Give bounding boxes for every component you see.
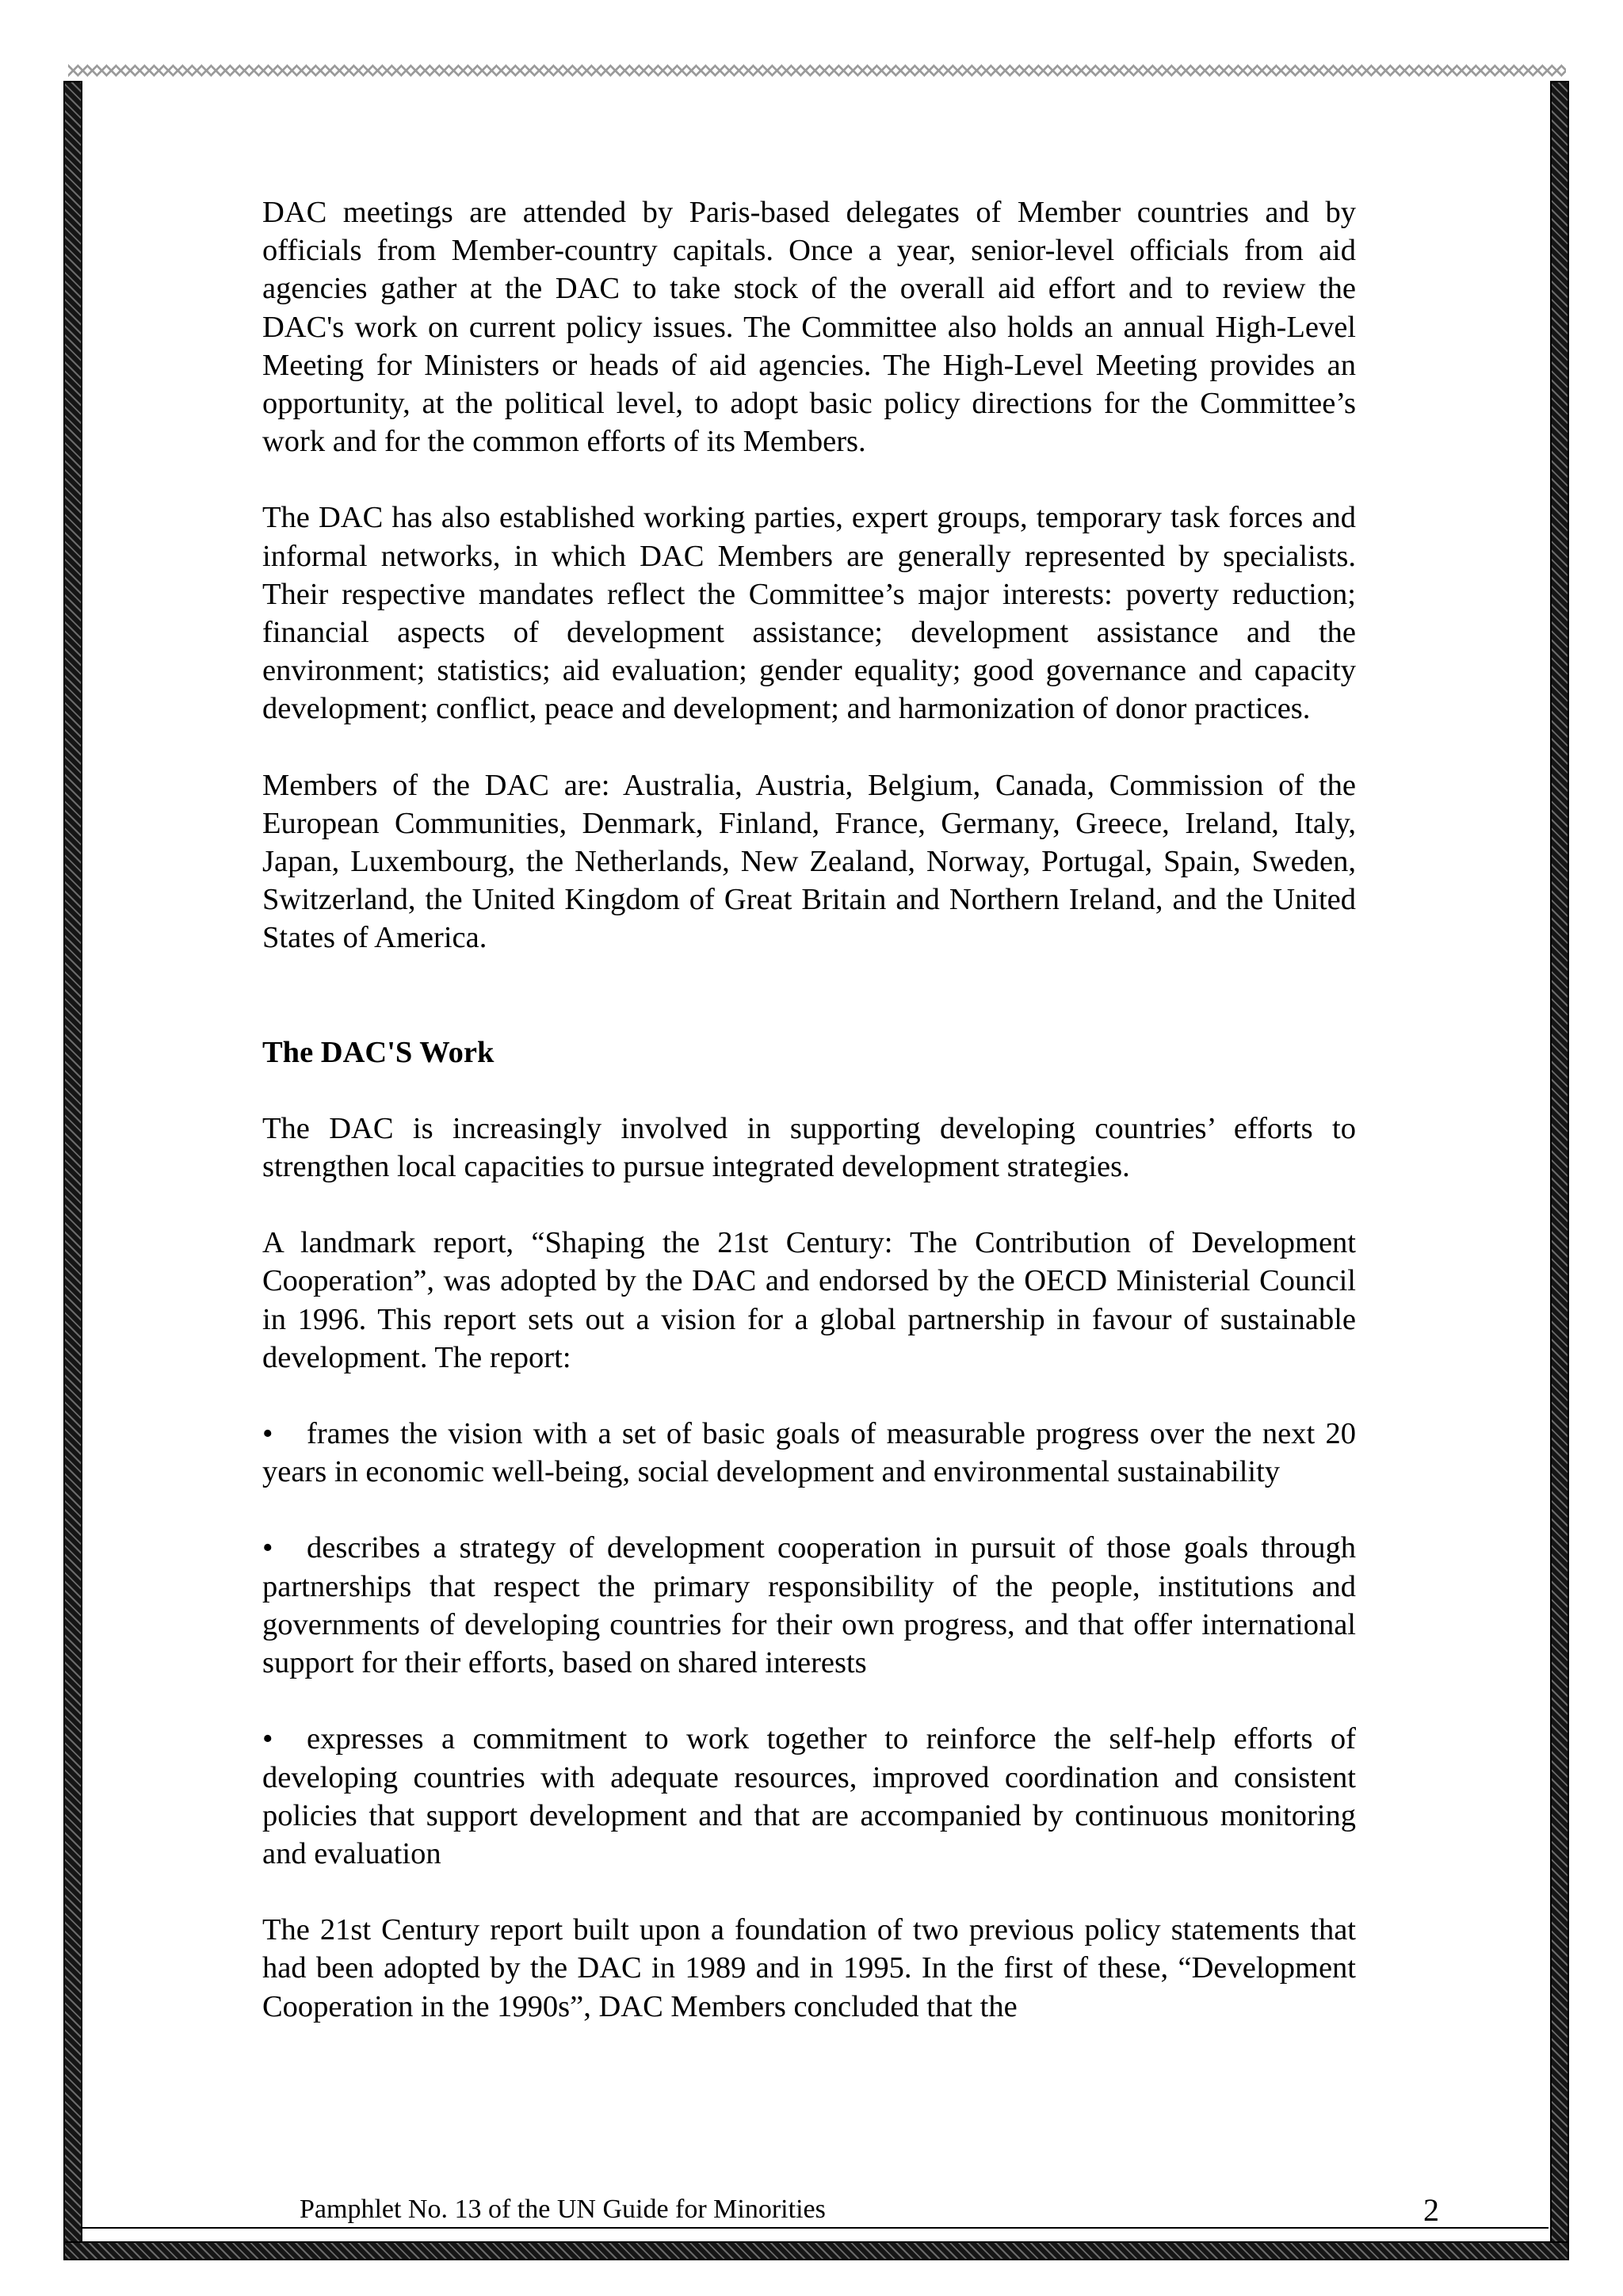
bullet-item [262,1415,1356,1491]
paragraph-landmark-report: A landmark report, “Shaping the 21st Century: The Contribution of Development Cooperation”, was adopted by the DAC and endorsed by the OECD Ministerial Council in 1996. This report sets out a vision for a global partnership in favour of sustainable development. The report: [262,1226,1356,1374]
bullet-text: expresses a commitment to work together to reinforce the self-help efforts of developing countries with adequate resources, improved coordination and consistent policies that support development and that are accompanied by continuous monitoring and evaluation [262,1722,1356,1870]
bullet-text: describes a strategy of development cooperation in pursuit of those goals through partnerships that respect the primary responsibility of the people, institutions and governments of developing countries for their own progress, and that offer international support for their efforts, based on shared interests [262,1531,1356,1680]
paragraph-dac-involvement: The DAC is increasingly involved in supporting developing countries’ efforts to strengthen local capacities to pursue integrated development strategies. [262,1111,1356,1184]
page-body [262,193,1356,2064]
top-border-decoration [68,62,1566,79]
bullet-icon: • [262,1722,273,1756]
paragraph-dac-meetings: DAC meetings are attended by Paris-based delegates of Member countries and by officials from Member-country capitals. Once a year, senior-level officials from aid agencies gather at the DAC to take stock of the overall aid effort and to review the DAC's work on current policy issues. The Committee also holds an annual High-Level Meeting for Ministers or heads of aid agencies. The High-Level Meeting provides an opportunity, at the political level, to adopt basic policy directions for the Committee’s work and for the common efforts of its Members. [262,196,1356,459]
left-border-decoration [63,81,82,2260]
footer-title: Pamphlet No. 13 of the UN Guide for Minorities [300,2195,826,2224]
paragraph-21st-century: The 21st Century report built upon a foundation of two previous policy statements that had been adopted by the DAC in 1989 and in 1995. In the first of these, “Development Cooperation in the 1990s”, DAC Members concluded that the [262,1913,1356,2023]
bullet-item [262,1720,1356,1873]
paragraph-working-parties: The DAC has also established working parties, expert groups, temporary task forces and informal networks, in which DAC Members are generally represented by specialists. Their respective mandates reflect the Committee’s major interests: poverty reduction; financial aspects of development assistance; development assistance and the environment; statistics; aid evaluation; gender equality; good governance and capacity development; conflict, peace and development; and harmonization of donor practices. [262,501,1356,726]
page-number: 2 [1423,2192,1439,2228]
paragraph-dac-members: Members of the DAC are: Australia, Austria, Belgium, Canada, Commission of the European Communities, Denmark, Finland, France, Germany, Greece, Ireland, Italy, Japan, Luxembourg, the Netherlands, New Zealand, Norway, Portugal, Spain, Sweden, Switzerland, the United Kingdom of Great Britain and Northern Ireland, and the United States of America. [262,768,1356,955]
footer-divider [81,2227,1549,2229]
bullet-icon: • [262,1417,273,1451]
bottom-border-decoration [63,2241,1569,2260]
bullet-item [262,1529,1356,1682]
section-heading: The DAC'S Work [262,1035,495,1069]
right-border-decoration [1550,81,1569,2260]
bullet-text: frames the vision with a set of basic goals of measurable progress over the next 20 years in economic well-being, social development and environmental sustainability [262,1417,1356,1489]
bullet-icon: • [262,1531,273,1565]
